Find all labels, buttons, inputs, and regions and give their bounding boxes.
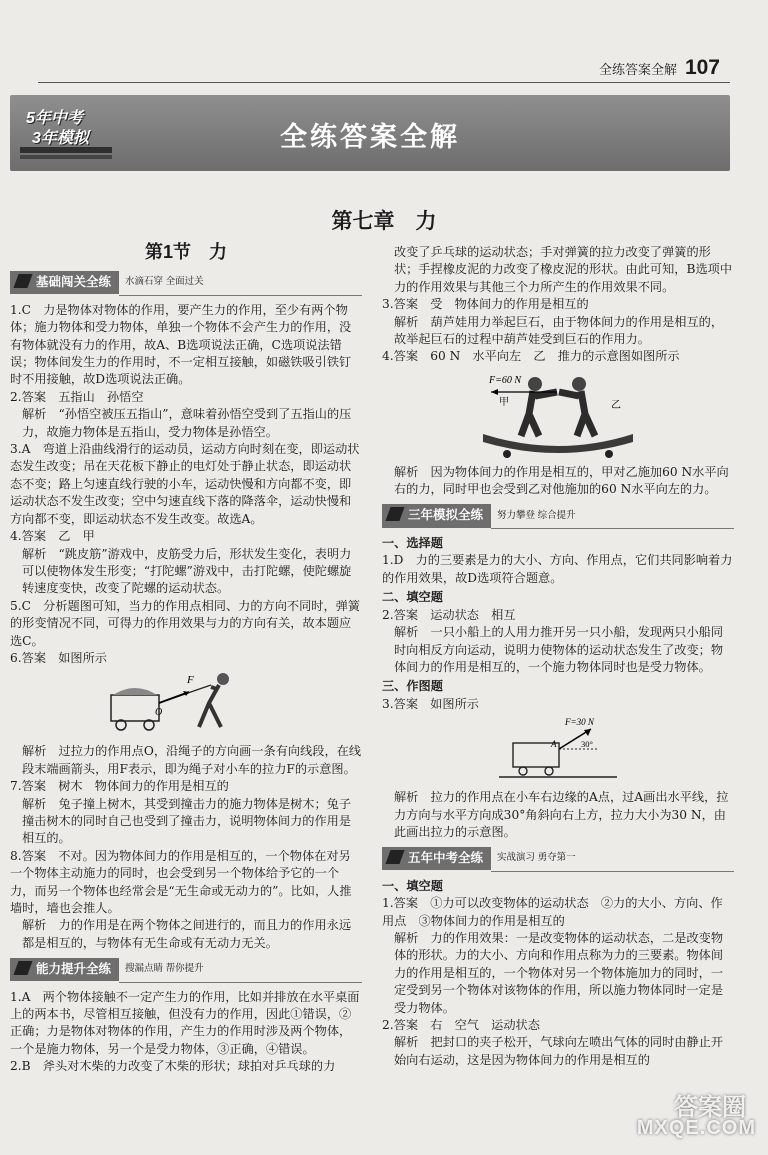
tag-five-year (382, 845, 734, 871)
banner-title: 全练答案全解 (280, 122, 460, 152)
answer-7: 7.答案 树木 物体间力的作用是相互的 (10, 779, 229, 794)
analysis-8: 解析 力的作用是在两个物体之间进行的，而且力的作用永远都是相互的，与物体有无生命或有无动力无关。 (22, 918, 352, 950)
tag-three-year (382, 503, 734, 529)
force-label-F: F (187, 674, 194, 687)
ability-answer-2: 2.B 斧头对木柴的力改变了木柴的形状；球拍对乒乓球的力 (10, 1059, 336, 1074)
three-analysis-3: 解析 拉力的作用点在小车右边缘的A点，过A画出水平线，拉力方向与水平方向成30°角斜向右上方，拉力大小为30 N，由此画出拉力的示意图。 (394, 790, 729, 839)
section-title: 第1节 力 (144, 242, 227, 262)
watermark-line2: MXQE.COM (636, 1117, 756, 1139)
logo-line2: 3年模拟 (32, 130, 89, 147)
point-label-O: O (155, 707, 163, 719)
ability-analysis-3: 解析 葫芦娃用力举起巨石，由于物体间力的作用是相互的，故举起巨石的过程中葫芦娃受到巨石的作用力。 (394, 314, 724, 347)
five-analysis-1: 解析 力的作用效果：一是改变物体的运动状态，二是改变物体的形状。力的大小、方向和作用点称为力的三要素。物体间力的作用是相互的，一个物体对另一个物体施加力的同时，一定受到另一个物体对该物体的作用，所以施力物体同时一定是受力物体。 (394, 930, 724, 1015)
tag-subtitle: 实战演习 勇夺第一 (491, 845, 734, 871)
child-head (217, 673, 229, 685)
arrow-head (491, 389, 498, 395)
tag-label (382, 847, 491, 870)
tag-label (382, 504, 491, 527)
child-body (199, 685, 221, 727)
skateboard (483, 434, 633, 453)
tag-text: 五年中考全练 (408, 850, 484, 865)
analysis-2: 解析 “孙悟空被压五指山”，意味着孙悟空受到了五指山的压力，故施力物体是五指山，受力物体是孙悟空。 (22, 407, 352, 439)
skaters-figure (473, 368, 643, 460)
answer-2: 2.答案 五指山 孙悟空 (10, 389, 144, 404)
pen-icon (13, 961, 32, 975)
skater-yi-body (559, 391, 595, 436)
pen-icon (385, 850, 404, 864)
subheading-fill-2: 一、填空题 (382, 878, 443, 893)
page-number: 107 (684, 56, 720, 79)
title-banner (10, 95, 730, 171)
angle-label: 30° (581, 739, 593, 750)
answer-3: 3.A 弯道上沿曲线滑行的运动员，运动方向时刻在变，即运动状态发生改变；吊在天花板下静止的电灯处于静止状态，即运动状态不变；路上匀速直线行驶的小车，运动快慢和方向都不变，即运动状态不发生改变；空中匀速直线下落的降落伞，运动快慢和方向都不变，即运动状态不发生改变。故选A。 (10, 442, 360, 526)
three-answer-1: 1.D 力的三要素是力的大小、方向、作用点，它们共同影响着力的作用效果，故D选项符合题意。 (382, 553, 733, 585)
skater-yi-head (572, 377, 586, 391)
running-header (599, 56, 720, 80)
answer-6: 6.答案 如图所示 (10, 650, 107, 665)
three-analysis-2: 解析 一只小船上的人用力推开另一只小船，发现两只小船同时向相反方向运动，说明力使物体的运动状态发生了改变；物体间力的作用是相互的，一个施力物体同时也是受力物体。 (394, 625, 724, 674)
tag-text: 三年模拟全练 (408, 508, 484, 523)
tag-basic (10, 269, 362, 295)
ability-answer-4: 4.答案 60 N 水平向左 乙 推力的示意图如图所示 (382, 349, 680, 364)
ability-answer-1: 1.A 两个物体接触不一定产生力的作用，比如并排放在水平桌面上的两本书，尽管相互接触，但没有力的作用，因此①错误，②正确；力是物体对物体的作用，产生力的作用时涉及两个物体，一个是施力物体，另一个是受力物体，③正确，④错误。 (10, 989, 360, 1056)
tag-subtitle: 水滴石穿 全面过关 (119, 269, 362, 295)
logo-bar (20, 155, 112, 159)
tag-label (10, 271, 119, 294)
five-analysis-2: 解析 把封口的夹子松开，气球向左喷出气体的同时由静止开始向右运动，这是因为物体间力的作用是相互的 (394, 1035, 724, 1067)
force-label: F=60 N (489, 374, 522, 386)
wheel (519, 767, 527, 775)
tag-text: 基础闯关全练 (36, 274, 112, 289)
wheel (545, 767, 553, 775)
answer-8: 8.答案 不对。因为物体间力的作用是相互的，一个物体在对另一个物体主动施力的同时，也会受到另一个物体给予它的一个力，而另一个物体也经常会是“无生命或无动力的”。比如，人推墙时，墙也会推人。 (10, 848, 352, 915)
tag-subtitle: 努力攀登 综合提升 (491, 503, 734, 529)
watermark (590, 1087, 760, 1145)
wheel (605, 450, 613, 458)
force-arrow (159, 692, 189, 703)
right-column (382, 244, 734, 1069)
point-label-A: A (551, 739, 557, 750)
tag-text: 能力提升全练 (36, 961, 112, 976)
tag-ability (10, 956, 362, 982)
label-jia: 甲 (499, 396, 509, 408)
watermark-line1: 答案圈 (674, 1094, 746, 1121)
cart-body (111, 695, 159, 721)
force-label: F=30 N (565, 717, 594, 728)
subheading-choice: 一、选择题 (382, 536, 443, 551)
subheading-fill: 二、填空题 (382, 590, 443, 605)
three-answer-3: 3.答案 如图所示 (382, 696, 479, 711)
answer-1: 1.C 力是物体对物体的作用，要产生力的作用，至少有两个物体；施力物体和受力物体，单独一个物体不会产生力的作用，没有物体就没有力的作用，故A、B选项说法正确，C选项说法错误；物体间发生力的作用时，不一定相互接触，如磁铁吸引铁钉时不用接触，故D选项说法正确。 (10, 302, 352, 387)
tag-label (10, 958, 119, 981)
label-yi: 乙 (611, 399, 621, 411)
three-answer-2: 2.答案 运动状态 相互 (382, 607, 516, 622)
answer-5: 5.C 分析题图可知，当力的作用点相同、力的方向不同时，弹簧的形变情况不同，可得力的作用效果与力的方向有关，故本题应选C。 (10, 598, 361, 648)
ability-answer-3: 3.答案 受 物体间力的作用是相互的 (382, 297, 589, 312)
chapter-title: 第七章 力 (331, 210, 437, 233)
ability-analysis-4: 解析 因为物体间力的作用是相互的，甲对乙施加60 N水平向右的力，同时甲也会受到乙对他施加的60 N水平向左的力。 (394, 464, 729, 497)
five-answer-2: 2.答案 右 空气 运动状态 (382, 1018, 540, 1032)
tag-subtitle: 搜漏点睛 帮你提升 (119, 956, 362, 982)
ability-answer-2-cont: 改变了乒乓球的运动状态；手对弹簧的拉力改变了弹簧的形状；手捏橡皮泥的力改变了橡皮泥的形状。由此可知，B选项中力的作用效果与其他三个力所产生的作用效果不同。 (394, 245, 733, 294)
analysis-7: 解析 兔子撞上树木，其受到撞击力的施力物体是树木；兔子撞击树木的同时自己也受到了撞击力，说明物体间力的作用是相互的。 (22, 796, 352, 846)
left-column (10, 244, 362, 1076)
pen-icon (385, 507, 404, 521)
skater-jia-head (528, 377, 542, 391)
answer-4: 4.答案 乙 甲 (10, 529, 95, 544)
analysis-6: 解析 过拉力的作用点O，沿绳子的方向画一条有向线段，在线段末端画箭头，用F表示，即为绳子对小车的拉力F的示意图。 (22, 744, 362, 776)
skater-jia-body (521, 391, 557, 436)
analysis-4: 解析 “跳皮筋”游戏中，皮筋受力后，形状发生变化，表明力可以使物体发生形变；“打陀螺”游戏中，击打陀螺，使陀螺旋转速度变快，改变了陀螺的运动状态。 (22, 546, 352, 596)
five-answer-1: 1.答案 ①力可以改变物体的运动状态 ②力的大小、方向、作用点 ③物体间力的作用是相互的 (382, 896, 723, 928)
header-rule (38, 82, 730, 83)
pen-icon (13, 274, 32, 288)
wheel (503, 450, 511, 458)
cart-pull-figure (101, 669, 271, 739)
cart-load (113, 688, 157, 695)
header-title: 全练答案全解 (598, 62, 677, 77)
logo-line1: 5年中考 (26, 110, 83, 127)
cart-angle-figure (493, 715, 623, 785)
subheading-draw: 三、作图题 (382, 679, 443, 694)
